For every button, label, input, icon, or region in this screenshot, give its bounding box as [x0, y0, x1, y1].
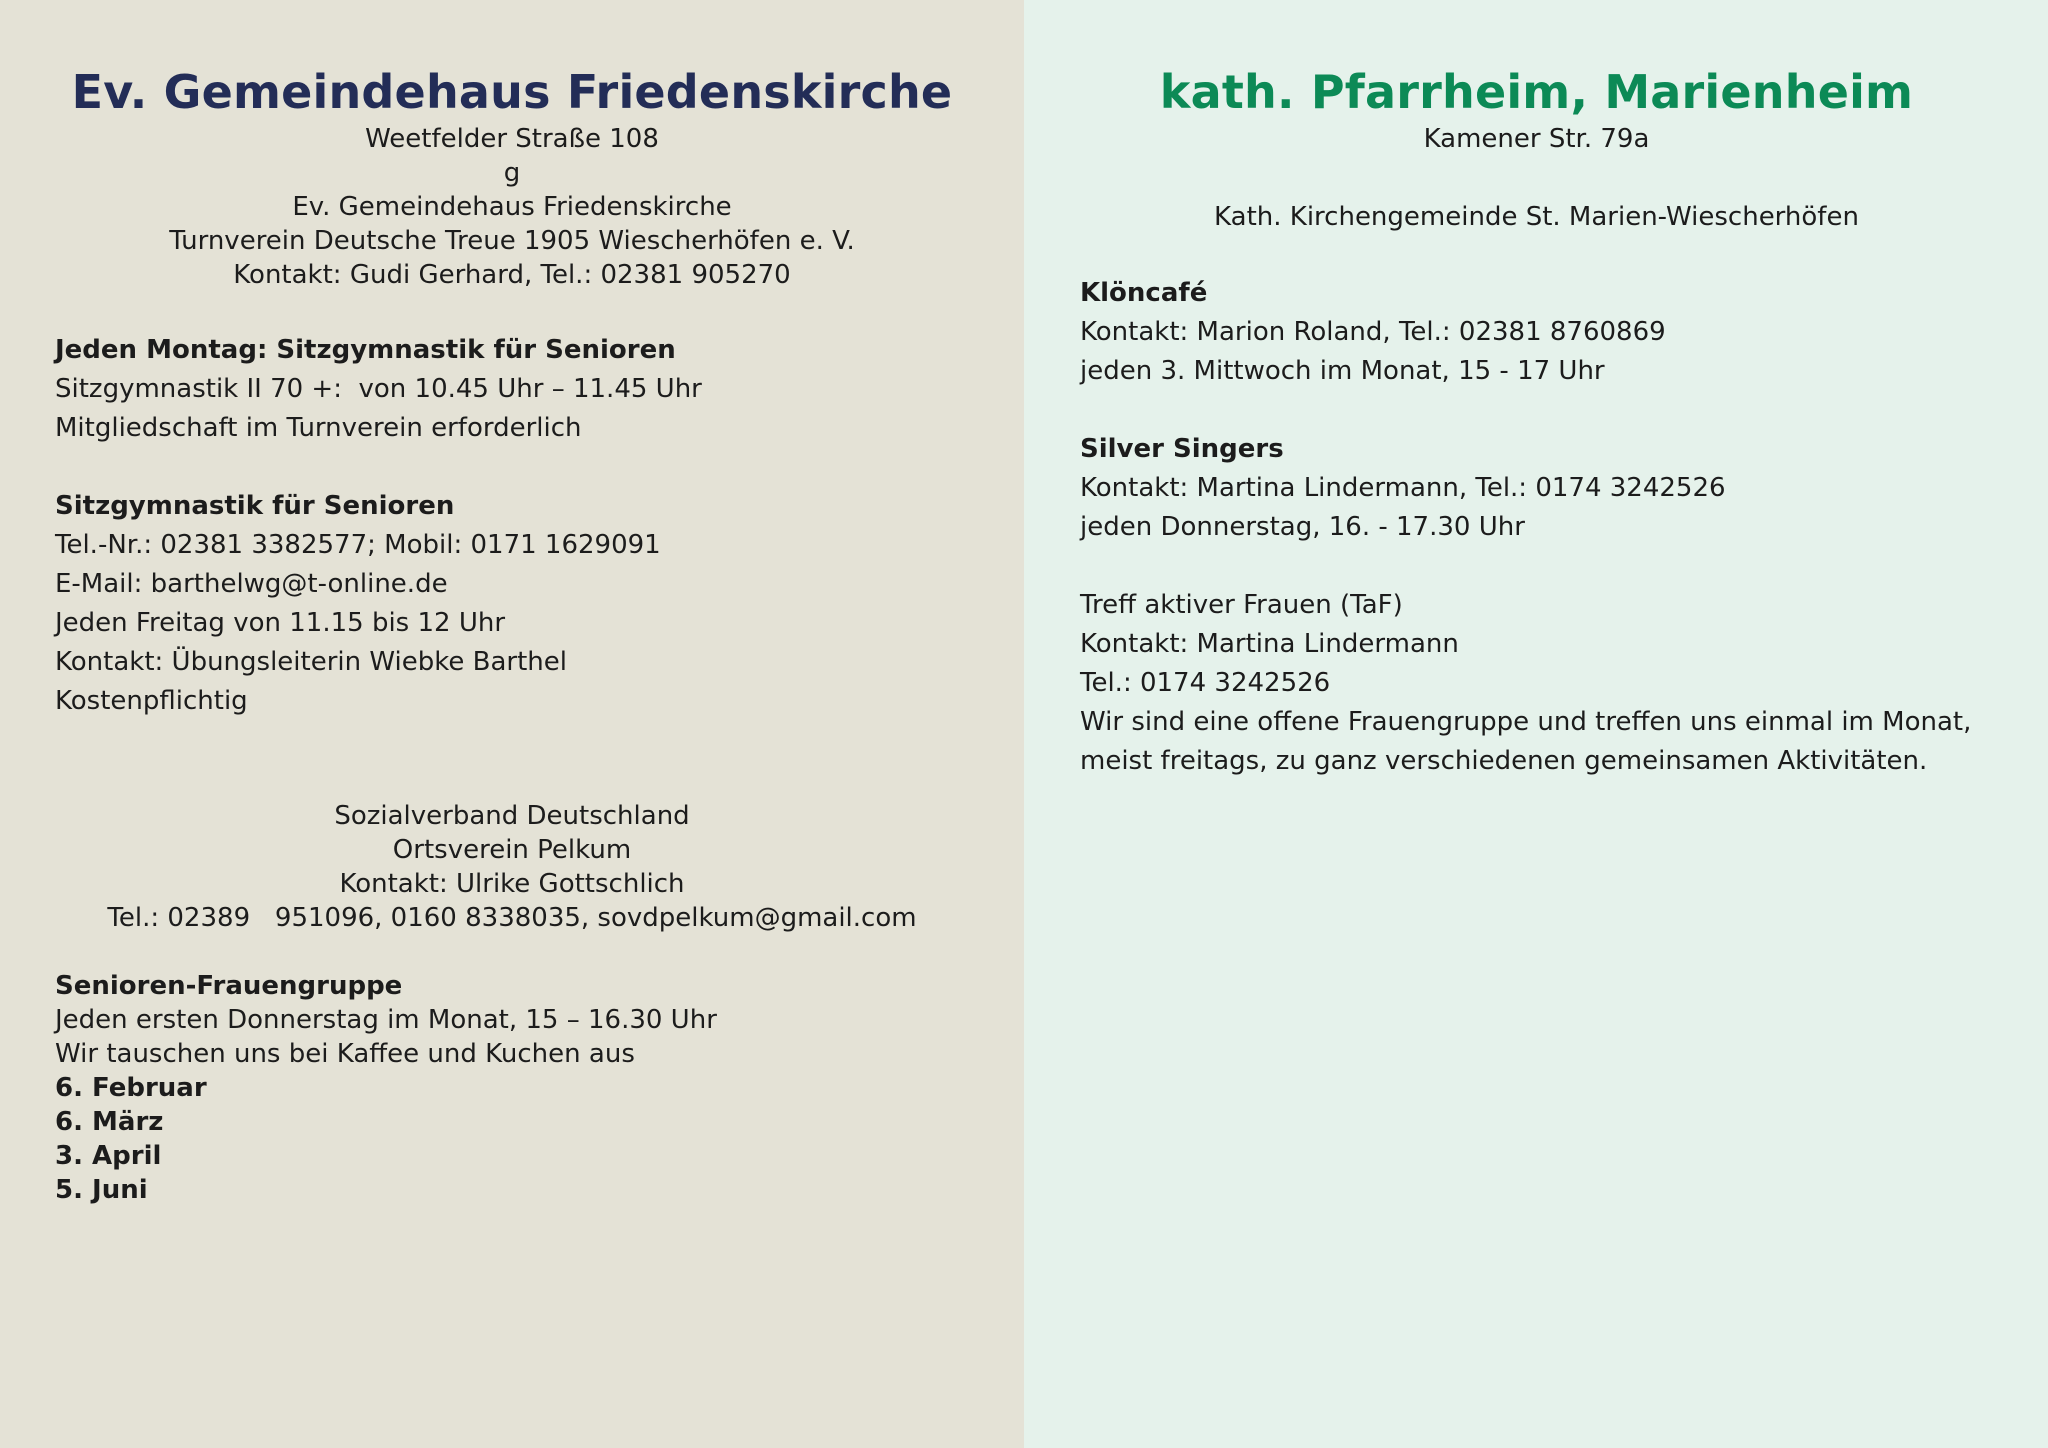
- parish-line: Kath. Kirchengemeinde St. Marien-Wiescherhöfen: [1214, 202, 1859, 232]
- section-kloencafe: [1080, 274, 1993, 391]
- contact-line: Kontakt: Gudi Gerhard, Tel.: 02381 905270: [233, 260, 791, 290]
- section-line: Sitzgymnastik II 70 +: von 10.45 Uhr – 11.45 Uhr: [55, 374, 702, 404]
- club-line: Turnverein Deutsche Treue 1905 Wiescherhöfen e. V.: [169, 226, 855, 256]
- section-heading: Senioren-Frauengruppe: [55, 971, 403, 1001]
- section-heading: Treff aktiver Frauen (TaF): [1080, 590, 1403, 620]
- section-line: Wir sind eine offene Frauengruppe und treffen uns einmal im Monat,: [1080, 707, 1972, 737]
- section-monday-gymnastics: [55, 331, 969, 448]
- date-item: 6. Februar: [55, 1073, 207, 1103]
- right-header-block: [1080, 122, 1993, 234]
- section-line: Kontakt: Marion Roland, Tel.: 02381 8760869: [1080, 317, 1666, 347]
- org-line: Ortsverein Pelkum: [392, 835, 632, 865]
- section-line: meist freitags, zu ganz verschiedenen gemeinsamen Aktivitäten.: [1080, 746, 1928, 776]
- section-line: jeden Donnerstag, 16. - 17.30 Uhr: [1080, 512, 1525, 542]
- address-line: Kamener Str. 79a: [1423, 124, 1650, 154]
- right-page: [1024, 0, 2048, 1448]
- section-line: Kontakt: Martina Lindermann, Tel.: 0174 3242526: [1080, 473, 1726, 503]
- date-item: 5. Juni: [55, 1175, 148, 1205]
- date-item: 6. März: [55, 1107, 164, 1137]
- section-line: Kostenpflichtig: [55, 686, 248, 716]
- address-line: Weetfelder Straße 108: [365, 124, 659, 154]
- section-line: jeden 3. Mittwoch im Monat, 15 - 17 Uhr: [1080, 356, 1605, 386]
- date-item: 3. April: [55, 1141, 162, 1171]
- section-line: Tel.: 0174 3242526: [1080, 668, 1331, 698]
- section-friday-gymnastics: [55, 487, 969, 721]
- org-line: Sozialverband Deutschland: [334, 801, 690, 831]
- sovd-block: [55, 799, 969, 935]
- section-heading: Klöncafé: [1080, 278, 1208, 308]
- venue-line: Ev. Gemeindehaus Friedenskirche: [292, 192, 732, 222]
- section-women-group: [55, 969, 969, 1207]
- section-line: Kontakt: Übungsleiterin Wiebke Barthel: [55, 647, 567, 677]
- org-line: Kontakt: Ulrike Gottschlich: [339, 869, 685, 899]
- section-line: E-Mail: barthelwg@t-online.de: [55, 569, 448, 599]
- section-line: Kontakt: Martina Lindermann: [1080, 629, 1459, 659]
- section-line: Wir tauschen uns bei Kaffee und Kuchen aus: [55, 1039, 635, 1069]
- left-header-block: [55, 122, 969, 292]
- section-line: Tel.-Nr.: 02381 3382577; Mobil: 0171 1629091: [55, 530, 661, 560]
- header-line: g: [503, 158, 521, 188]
- section-heading: Sitzgymnastik für Senioren: [55, 491, 455, 521]
- section-silver-singers: [1080, 430, 1993, 547]
- org-line: Tel.: 02389 951096, 0160 8338035, sovdpelkum@gmail.com: [107, 903, 917, 933]
- section-taf: [1080, 586, 1993, 781]
- section-heading: Jeden Montag: Sitzgymnastik für Senioren: [55, 335, 676, 365]
- section-line: Jeden Freitag von 11.15 bis 12 Uhr: [55, 608, 506, 638]
- section-line: Jeden ersten Donnerstag im Monat, 15 – 16.30 Uhr: [55, 1005, 717, 1035]
- right-page-title: kath. Pfarrheim, Marienheim: [1159, 65, 1914, 119]
- section-line: Mitgliedschaft im Turnverein erforderlich: [55, 413, 582, 443]
- left-page-title: Ev. Gemeindehaus Friedenskirche: [71, 65, 953, 119]
- section-heading: Silver Singers: [1080, 434, 1284, 464]
